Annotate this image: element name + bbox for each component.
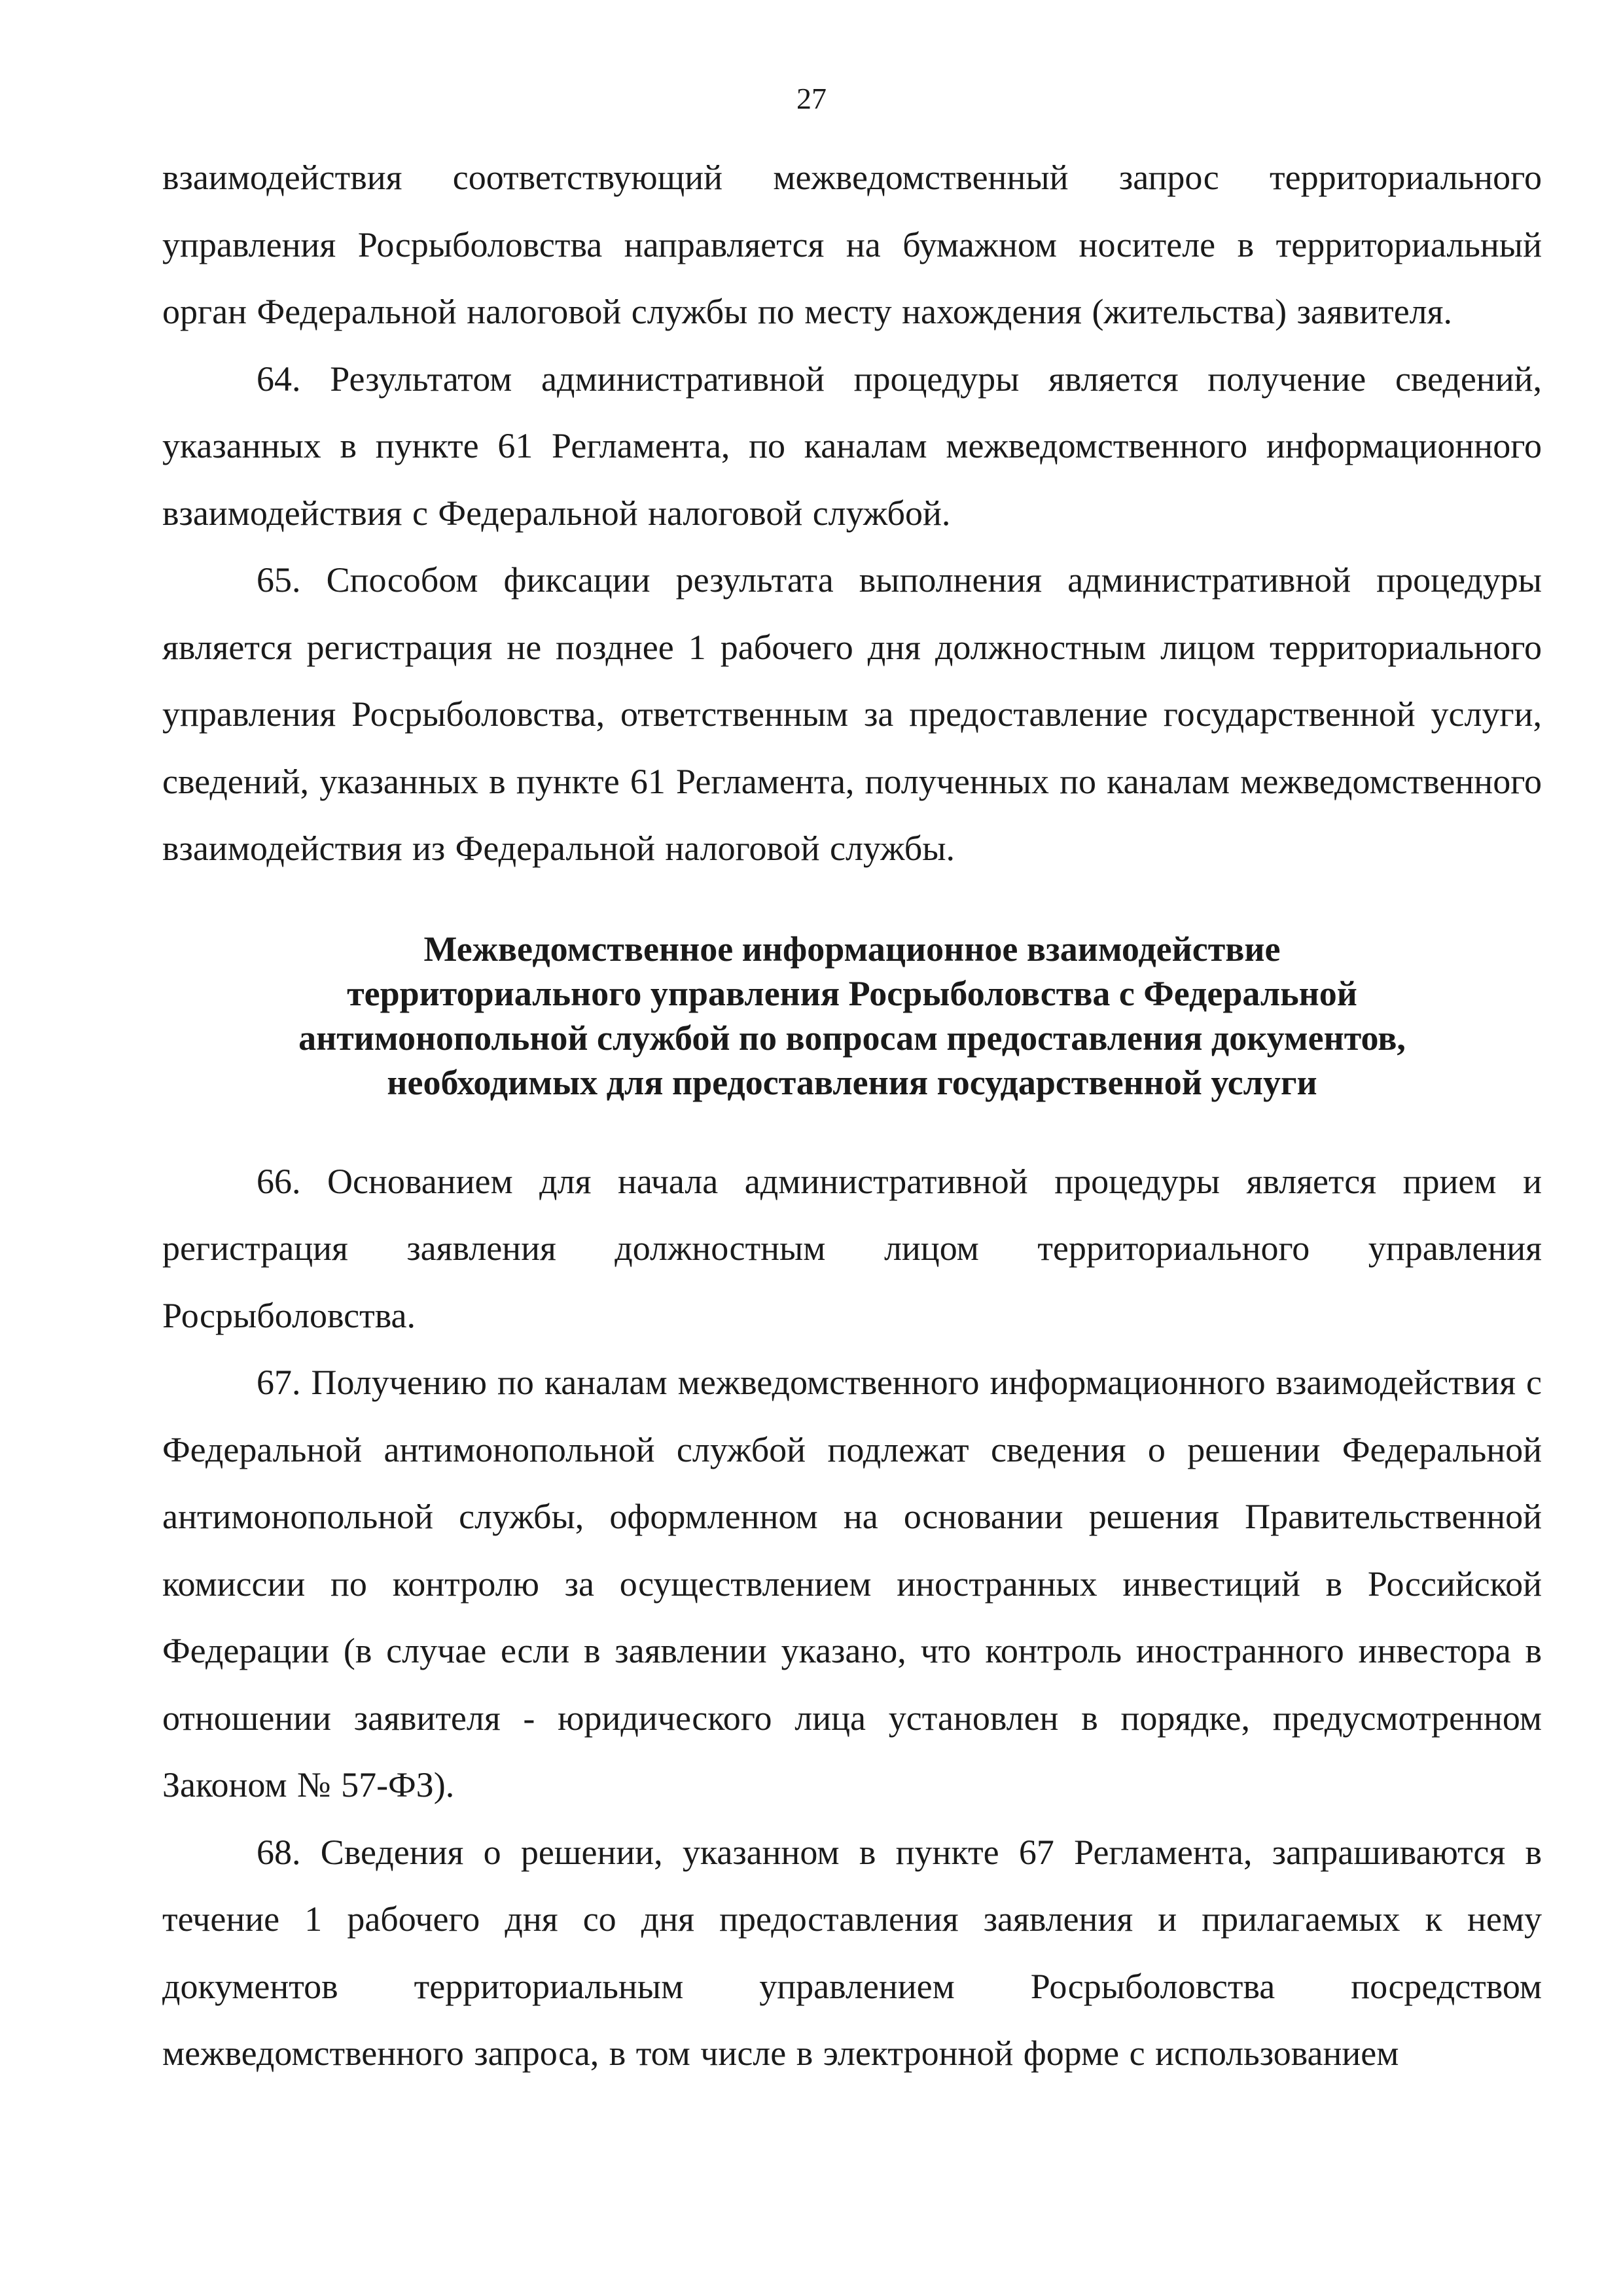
paragraph-68: 68. Сведения о решении, указанном в пункте 67 Регламента, запрашиваются в течение 1 рабочего дня со дня предоставления заявления и прилагаемых к нему документов территориальным управлением Росрыболовства посредством межведомственного запроса, в том числе в электронной форме с использованием bbox=[162, 1832, 1542, 2073]
page-number: 27 bbox=[796, 82, 827, 115]
paragraph-64: 64. Результатом административной процедуры является получение сведений, указанных в пункте 61 Регламента, по каналам межведомственного информационного взаимодействия с Федеральной налоговой службой. bbox=[162, 359, 1542, 533]
section-heading-line-1: Межведомственное информационное взаимодействие bbox=[423, 929, 1281, 969]
section-heading bbox=[162, 927, 1542, 1105]
paragraph-63-continuation: взаимодействия соответствующий межведомственный запрос территориального управления Росрыболовства направляется на бумажном носителе в территориальный орган Федеральной налоговой службы по месту нахождения (жительства) заявителя. bbox=[162, 158, 1542, 331]
paragraph-65: 65. Способом фиксации результата выполнения административной процедуры является регистрация не позднее 1 рабочего дня должностным лицом территориального управления Росрыболовства, ответственным за предоставление государственной услуги, сведений, указанных в пункте 61 Регламента, полученных по каналам межведомственного взаимодействия из Федеральной налоговой службы. bbox=[162, 560, 1542, 868]
section-heading-line-3: антимонопольной службой по вопросам предоставления документов, bbox=[298, 1018, 1406, 1058]
paragraph-67: 67. Получению по каналам межведомственного информационного взаимодействия с Федеральной антимонопольной службой подлежат сведения о решении Федеральной антимонопольной службы, оформленном на основании решения Правительственной комиссии по контролю за осуществлением иностранных инвестиций в Российской Федерации (в случае если в заявлении указано, что контроль иностранного инвестора в отношении заявителя - юридического лица установлен в порядке, предусмотренном Законом № 57-ФЗ). bbox=[162, 1363, 1542, 1804]
section-heading-line-4: необходимых для предоставления государственной услуги bbox=[387, 1062, 1317, 1102]
paragraph-66: 66. Основанием для начала административной процедуры является прием и регистрация заявления должностным лицом территориального управления Росрыболовства. bbox=[162, 1161, 1542, 1335]
document-body bbox=[162, 144, 1542, 2087]
section-heading-line-2: территориального управления Росрыболовства с Федеральной bbox=[347, 973, 1357, 1013]
